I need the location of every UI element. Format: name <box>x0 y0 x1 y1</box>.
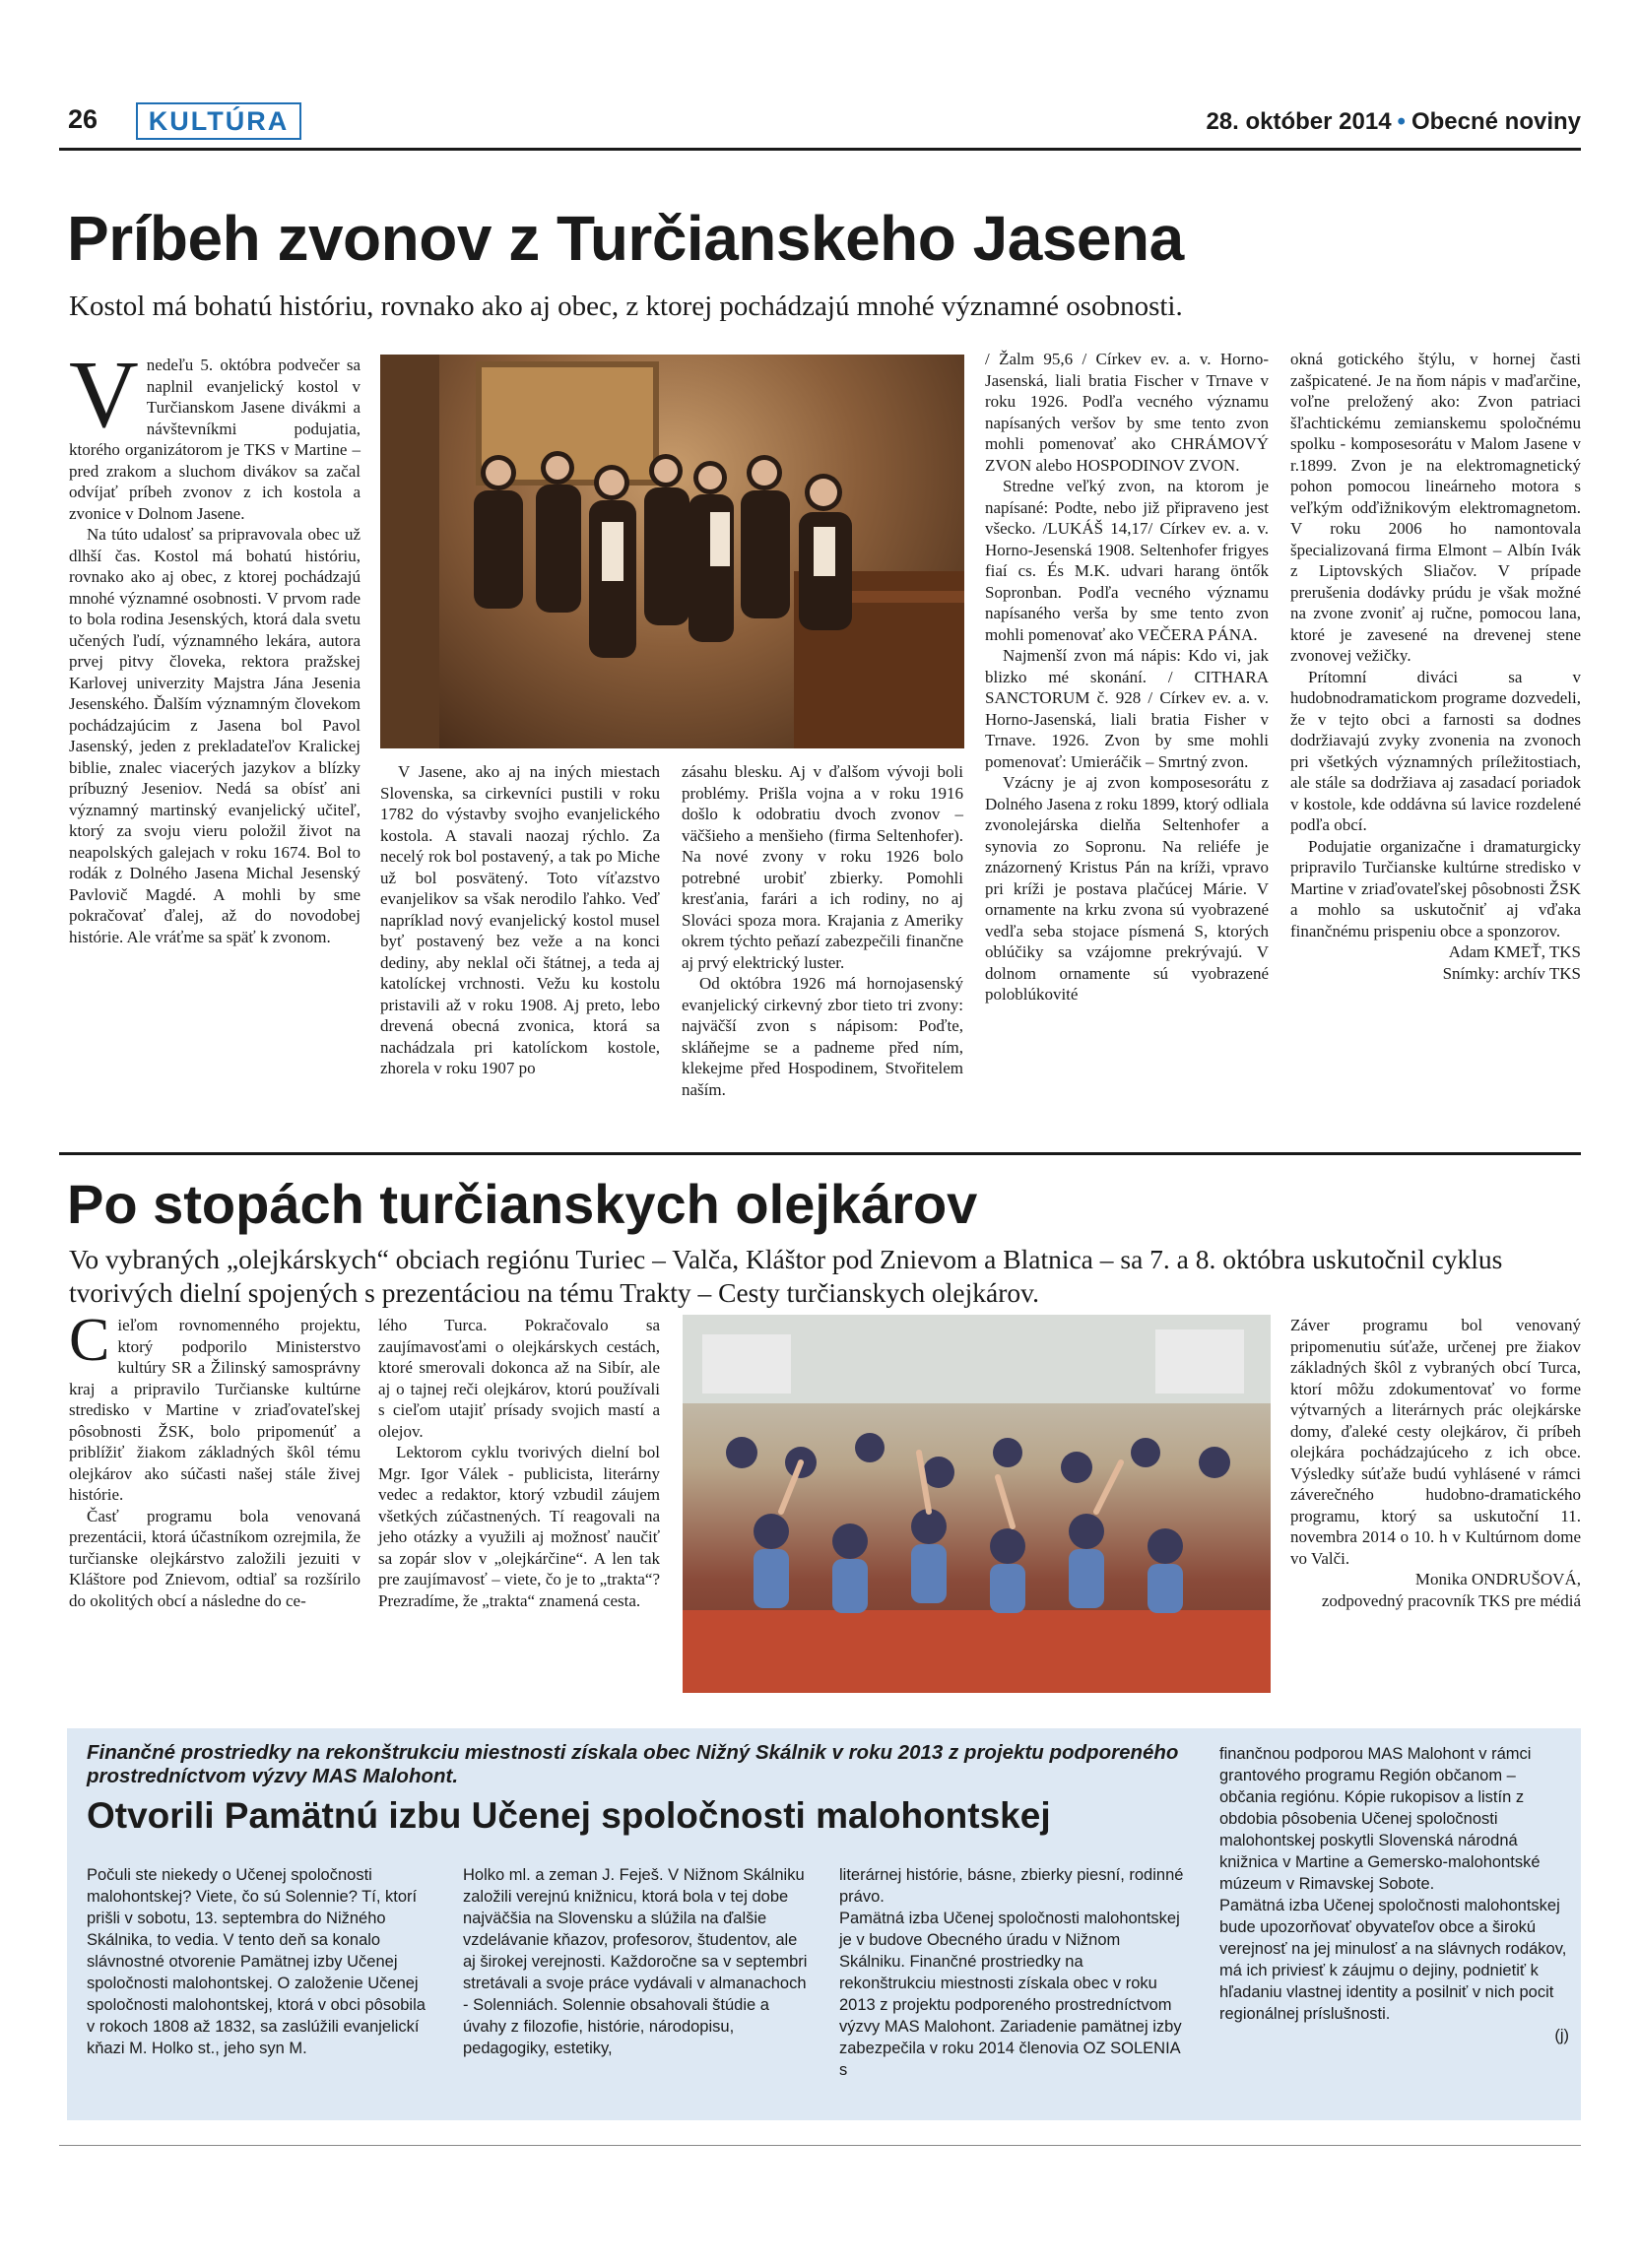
box-column-4 <box>1219 1743 1569 2046</box>
article1-col4-para: Vzácny je aj zvon komposesorátu z Dolného Jasena z roku 1899, ktorý odliala zvonolejárska dielňa Seltenhofer a synovia zo Sopronu. Na reliéfe je znázornený Kristus Pán na kríži, vpravo pri kríži je postava plačúcej Márie. V ornamente na krku zvona sú vyobrazené vedľa seba stojace písmená S, ktorých oblúčiky sa vzájomne prekrývajú. V dolnom ornamente sú vyobrazené poloblúkovité <box>985 773 1269 1004</box>
church-group-photo <box>380 355 964 748</box>
section-label: KULTÚRA <box>136 102 301 140</box>
article1-col3-para: Od októbra 1926 má hornojasenský evanjelický cirkevný zbor tieto tri zvony: najväčší zvon s nápisom: Poďte, skláňejme se a padneme před ním, klekejme před Hospodinem, Stvořitelem naším. <box>682 974 963 1099</box>
article2-col3-para: Záver programu bol venovaný pripomenutiu súťaže, určenej pre žiakov základných škôl z vybraných obcí Turca, ktorí môžu zdokumentovať vo forme výtvarných a literárnych prác olejkárske domy, ďaleké cesty olejkárov, či príbeh olejkára pochádzajúceho z ich obce. Výsledky súťaže budú vyhlásené v rámci záverečného hudobno-dramatického programu, ktorý sa uskutoční 11. novembra 2014 o 10. h v Kultúrnom dome vo Valči. <box>1290 1316 1581 1568</box>
article1-col1-para: nedeľu 5. októbra podvečer sa naplnil evanjelický kostol v Turčianskom Jasene divákmi a návštevníkmi podujatia, ktorého organizátorom je TKS v Martine – pred zrakom a sluchom divákov sa začal odvíjať príbeh zvonov z ich kostola a zvonice v Dolnom Jasene. <box>69 356 361 523</box>
article1-title: Príbeh zvonov z Turčianskeho Jasena <box>67 203 1184 274</box>
box-column-1 <box>87 1864 431 2059</box>
box-col2-para: Holko ml. a zeman J. Feješ. V Nižnom Skálniku založili verejnú knižnicu, ktorá bola v tej dobe najväčšia na Slovensku a slúžila na ďalšie vzdelávanie kňazov, profesorov, študentov, ale aj širokej verejnosti. Každoročne sa v septembri stretávali a svoje práce vydávali v almanachoch - Solenniách. Solennie obsahovali štúdie a úvahy z filozofie, histórie, národopisu, pedagogiky, estetiky, <box>463 1866 808 2057</box>
article1-col5-para: okná gotického štýlu, v hornej časti zašpicatené. Je na ňom nápis v maďarčine, voľne preložený ako: Zvon patriaci šľachtickému zemianskemu spoločnému spolku - komposesorátu v Malom Jasene v r.1899. Zvon je na elektromagnetický pohon pomocou lineárneho motora s veľkým odďižnikovým elektromagnetom. V roku 2006 ho namontovala špecializovaná firma Elmont – Albín Ivák z Liptovských Sliačov. V prípade prerušenia dodávky prúdu je však možné na zvone zvoniť aj ručne, pomocou lana, ktoré je zavesené na drevenej stene zvonovej vežičky. <box>1290 350 1581 665</box>
box-col4-para: Pamätná izba Učenej spoločnosti malohontskej bude upozorňovať obyvateľov obce a širokú verejnosť na jej minulosť a na slávnych rodákov, má ich priviesť k záujmu o dejiny, podnietiť k hľadaniu vlastnej identity a posilniť v nich pocit regionálnej príslušnosti. <box>1219 1897 1567 2023</box>
article1-photo <box>380 355 964 748</box>
box-column-2 <box>463 1864 808 2059</box>
article2-col2-para: lého Turca. Pokračovalo sa zaujímavosťami o olejkárskych cestách, ktoré smerovali dokonca až na Sibír, ale aj o tajnej reči olejkárov, ktorú používali s cieľom utajiť prísady svojich mastí a olejov. <box>378 1316 660 1441</box>
box-col3-para: literárnej histórie, básne, zbierky piesní, rodinné právo. <box>839 1866 1184 1906</box>
article1-column-5 <box>1290 349 1581 984</box>
article2-column-1 <box>69 1307 361 1611</box>
article2-title: Po stopách turčianskych olejkárov <box>67 1173 978 1235</box>
article1-photo-credit: Snímky: archív TKS <box>1442 963 1581 983</box>
article1-column-4 <box>985 349 1269 1005</box>
box-signature: (j) <box>1554 2027 1569 2044</box>
header-meta <box>1206 108 1581 136</box>
article1-col4-para: Najmenší zvon má nápis: Kdo vi, jak blizko mé skonání. / CITHARA SANCTORUM č. 928 / Církev ev. a. v. Horno-Jasenská, liali bratia Fisher v Trnave. 1926. Zvon by sme mohli pomenovať: Umieráčik – Smrtný zvon. <box>985 646 1269 771</box>
article2-column-2 <box>378 1315 660 1611</box>
article1-dropcap: V <box>69 342 139 448</box>
article1-col2-para: V Jasene, ako aj na iných miestach Slovenska, sa cirkevníci pustili v roku 1782 do výstavby svojho evanjelického kostola. A stavali naozaj rýchlo. Za necelý rok bol postavený, a tak po Miche už bol posvätený. Toto víťazstvo evanjelikov sa však nerodilo ľahko. Veď napríklad nový evanjelický kostol musel byť postavený bez veže a na konci dediny, aby neklal oči štátnej, a teda aj katolíckej vrchnosti. Vežu ku kostolu pristavili až v roku 1908. Aj preto, lebo drevená obecná zvonica, ktorá sa nachádzala pri katolíckom kostole, zhorela v roku 1907 po <box>380 762 660 1077</box>
article2-dropcap: C <box>69 1307 110 1374</box>
article1-col5-para: Podujatie organizačne i dramaturgicky pripravilo Turčianske kultúrne stredisko v Martine v zriaďovateľskej pôsobnosti ŽSK a mohlo sa uskutočniť aj vďaka finančnému prispeniu obce a sponzorov. <box>1290 836 1581 940</box>
box-column-3 <box>839 1864 1184 2081</box>
article1-subtitle: Kostol má bohatú históriu, rovnako ako aj obec, z ktorej pochádzajú mnohé významné osobnosti. <box>69 291 1183 322</box>
header-separator: • <box>1397 108 1406 135</box>
box-col3-para: Pamätná izba Učenej spoločnosti malohontskej je v budove Obecného úradu v Nižnom Skálniku. Finančné prostriedky na rekonštrukciu miestnosti získala obec v roku 2013 z projektu podporeného prostredníctvom výzvy MAS Malohont. Zariadenie pamätnej izby zabezpečila v roku 2014 členovia OZ SOLENIA s <box>839 1910 1182 2079</box>
article1-col4-para: Stredne veľký zvon, na ktorom je napísané: Podte, nebo již připraveno jest všecko. /LUKÁŠ 14,17/ Církev ev. a. v. Horno-Jesenská 1908. Seltenhofer frigyes fiaí cs. És M.K. udvari harang öntők Sopronban. Podľa vecného významu napísaného verša by sme tento zvon mohli pomenovať ako VEČERA PÁNA. <box>985 477 1269 644</box>
article2-photo <box>683 1315 1271 1693</box>
article-divider <box>59 1152 1581 1155</box>
box-col4-para: finančnou podporou MAS Malohont v rámci grantového programu Región občanom – občania regiónu. Kópie rukopisov a listín z obdobia pôsobenia Učenej spoločnosti malohontskej poskytli Slovenská národná knižnica v Martine a Gemersko-malohontské múzeum v Rimavskej Sobote. <box>1219 1745 1541 1893</box>
article1-author: Adam KMEŤ, TKS <box>1448 942 1581 961</box>
article2-col2-para: Lektorom cyklu tvorivých dielní bol Mgr. Igor Válek - publicista, literárny vedec a redaktor, ktorý vzbudil záujem všetkých zúčastnených. Tí reagovali na jeho otázky a využili aj možnosť naučiť sa zopár slov v „olejkárčine“. A len tak pre zaujímavosť – viete, čo je to „trakta“? Prezradíme, že „trakta“ znamená cesta. <box>378 1443 660 1610</box>
footer-rule <box>59 2145 1581 2146</box>
box-title: Otvorili Pamätnú izbu Učenej spoločnosti malohontskej <box>87 1795 1051 1836</box>
box-col1-para: Počuli ste niekedy o Učenej spoločnosti malohontskej? Viete, čo sú Solennie? Tí, ktorí prišli v sobotu, 13. septembra do Nižného Skálnika, to vedia. V tento deň sa konalo slávnostné otvorenie Pamätnej izby Učenej spoločnosti malohontskej. O založenie Učenej spoločnosti malohontskej, ktorá v obci pôsobila v rokoch 1808 až 1832, sa zaslúžili evanjelickí kňazi M. Holko st., jeho syn M. <box>87 1866 426 2057</box>
article1-column-1 <box>69 342 361 947</box>
article2-author-role: zodpovedný pracovník TKS pre médiá <box>1321 1590 1581 1610</box>
article1-column-3 <box>682 761 963 1100</box>
publication-name: Obecné noviny <box>1410 108 1581 135</box>
box-kicker: Finančné prostriedky na rekonštrukciu miestnosti získala obec Nižný Skálnik v roku 2013 z projektu podporeného prostredníctvom výzvy MAS Malohont. <box>87 1741 1179 1787</box>
article1-col1-para: Na túto udalosť sa pripravovala obec už dlhší čas. Kostol má bohatú históriu, rovnako ako aj obec, z ktorej pochádzajú mnohé významné osobnosti. V prvom rade to bola rodina Jesenských, ktorá dala svetu učených ľudí, významného lekára, autora prvej pitvy človeka, rektora pražskej Karlovej univerzity Majstra Jána Jesenia Jesenského. Ďalším významným človekom pochádzajúcim z Jasena bol Pavol Jasenský, jeden z prekladateľov Kralickej biblie, znalec viacerých jazykov a blízky príbuzný Jeseniov. Nedá sa obísť ani významný martinský evanjelický učiteľ, ktorý za svoju vieru položil život na neapolských galejach v roku 1674. Bol to rodák z Dolného Jasena Michal Jesenský Pavlovič Magdé. A mohli by sme pokračovať ďalej, až do novodobej histórie. Ale vráťme sa späť k zvonom. <box>69 525 361 946</box>
article1-col4-para: / Žalm 95,6 / Církev ev. a. v. Horno-Jasenská, liali bratia Fischer v Trnave v roku 1926. Podľa vecného významu napísaných veršov by sme tento zvon mohli pomenovať ako CHRÁMOVÝ ZVON alebo HOSPODINOV ZVON. <box>985 350 1269 475</box>
issue-date: 28. október 2014 <box>1206 108 1392 135</box>
article2-subtitle: Vo vybraných „olejkárskych“ obciach regiónu Turiec – Valča, Kláštor pod Znievom a Blatnica – sa 7. a 8. októbra uskutočnil cyklus tvorivých dielní spojených s prezentáciou na tému Trakty – Cesty turčianskych olejkárov. <box>69 1244 1503 1308</box>
children-workshop-photo <box>683 1315 1271 1693</box>
article1-col3-para: zásahu blesku. Aj v ďalšom vývoji boli problémy. Prišla vojna a v roku 1916 došlo k odobratiu dvoch zvonov – väčšieho a menšieho (firma Seltenhofer). Na nové zvony v roku 1926 bolo potrebné urobiť zbierky. Pomohli kresťania, farári a ich rodiny, no aj Slováci spoza mora. Krajania z Ameriky okrem týchto peňazí zabezpečili finančne aj prvý elektrický luster. <box>682 762 963 972</box>
article1-col5-para: Prítomní diváci sa v hudobnodramatickom programe dozvedeli, že v tejto obci a farnosti sa dodnes dodržiavajú zvyky zvonenia na zvonoch pri všetkých významných príležitostiach, ale stále sa dodržiava aj zasadací poriadok v kostole, kde oddávna sú lavice rozdelené podľa obcí. <box>1290 667 1581 834</box>
article2-col1-para: Časť programu bola venovaná prezentácii, ktorá účastníkom ozrejmila, že turčianske olejkárstvo založili jezuiti v Kláštore pod Znievom, odtiaľ sa rozšírilo do okolitých obcí a následne do ce- <box>69 1506 361 1610</box>
article2-author: Monika ONDRUŠOVÁ, <box>1414 1570 1581 1588</box>
article2-column-3 <box>1290 1315 1581 1611</box>
article2-col1-para: ieľom rovnomenného projektu, ktorý podporilo Ministerstvo kultúry SR a Žilinský samosprávny kraj a pripravilo Turčianske kultúrne stredisko v Martine v zriaďovateľskej pôsobnosti ŽSK, bolo pripomenúť a priblížiť žiakom základných škôl tému olejkárov ako súčasti našej stále živej histórie. <box>69 1316 361 1504</box>
article1-column-2 <box>380 761 660 1079</box>
header-rule <box>59 148 1581 151</box>
page-number: 26 <box>68 104 98 134</box>
